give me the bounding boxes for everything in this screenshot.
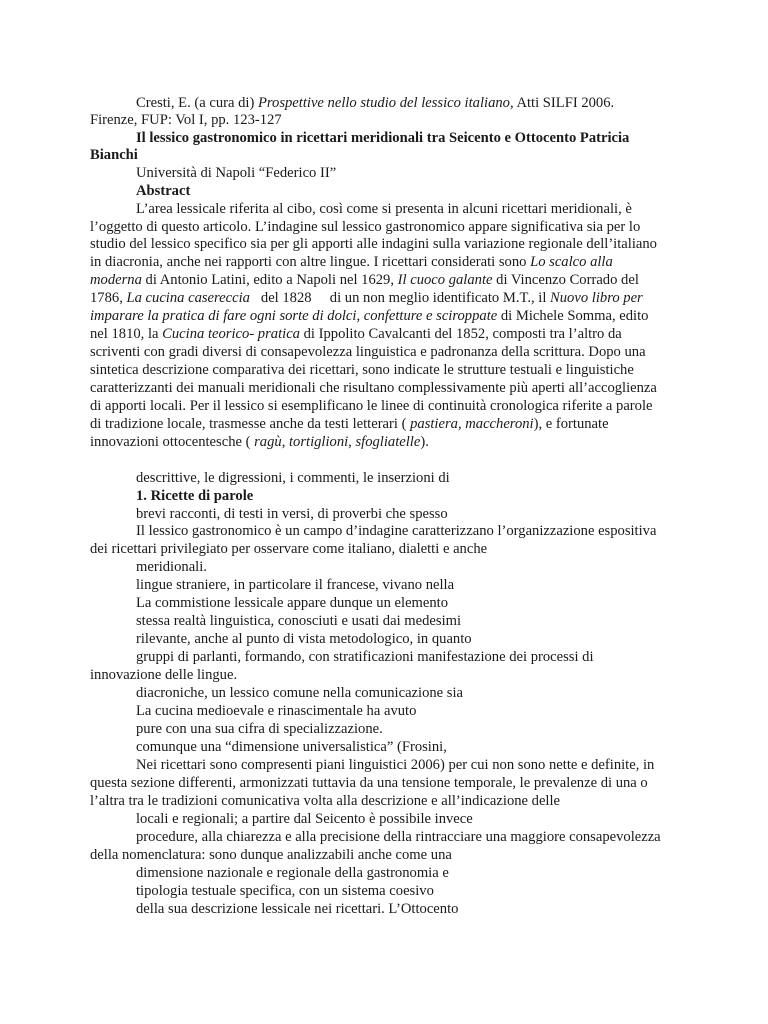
body-line: dei ricettari privilegiato per osservare come italiano, dialetti e anche	[90, 541, 488, 557]
abstract-line: sintetica descrizione comparativa dei ricettari, sono indicate le strutture testuali e linguistiche	[90, 362, 634, 378]
citation-book-title: Prospettive nello studio del lessico italiano	[257, 95, 510, 111]
body-line: della sua descrizione lessicale nei ricettari. L’Ottocento	[136, 901, 459, 917]
abstract-line: L’area lessicale riferita al cibo, così come si presenta in alcuni ricettari meridionali, è	[136, 201, 632, 217]
body-line: dimensione nazionale e regionale della gastronomia e	[136, 865, 449, 881]
section-heading: 1. Ricette di parole	[136, 488, 254, 504]
body-line: rilevante, anche al punto di vista metodologico, in quanto	[136, 631, 472, 647]
body-line: tipologia testuale specifica, con un sistema coesivo	[136, 883, 434, 899]
abstract-line: nel 1810, la Cucina teorico- pratica di Ippolito Cavalcanti del 1852, composti tra l’altro da	[90, 326, 622, 342]
abstract-line: scriventi con gradi diversi di consapevolezza linguistica e padronanza della scrittura. Dopo una	[90, 344, 646, 360]
body-line: l’altra tra le tradizioni comunicativa volta alla descrizione e all’indicazione delle	[90, 793, 561, 809]
abstract-line: moderna di Antonio Latini, edito a Napoli nel 1629, Il cuoco galante di Vincenzo Corrado del	[90, 272, 639, 288]
body-line: brevi racconti, di testi in versi, di proverbi che spesso	[136, 506, 448, 522]
body-line: gruppi di parlanti, formando, con stratificazioni manifestazione dei processi di	[136, 649, 594, 665]
body-line: La commistione lessicale appare dunque un elemento	[136, 595, 449, 611]
body-line: diacroniche, un lessico comune nella comunicazione sia	[136, 685, 464, 701]
body-line: Nei ricettari sono compresenti piani linguistici 2006) per cui non sono nette e definite, in	[136, 757, 655, 773]
body-line: Il lessico gastronomico è un campo d’indagine caratterizzano l’organizzazione espositiva	[136, 523, 657, 539]
abstract-line: caratterizzanti dei manuali meridionali che risultano complessivamente più aperti all’accoglienza	[90, 380, 657, 396]
abstract-line: innovazioni ottocentesche ( ragù, tortiglioni, sfogliatelle).	[90, 434, 429, 450]
abstract-line: imparare la pratica di fare ogni sorte di dolci, confetture e sciroppate di Michele Somma, edito	[90, 308, 649, 324]
body-line: locali e regionali; a partire dal Seicento è possibile invece	[136, 811, 473, 827]
body-line: procedure, alla chiarezza e alla precisione della rintracciare una maggiore consapevolezza	[136, 829, 661, 845]
abstract-line: in diacronia, anche nei rapporti con altre lingue. I ricettari considerati sono Lo scalco alla	[90, 254, 613, 270]
abstract-line: 1786, La cucina casereccia del 1828 di un non meglio identificato M.T., il Nuovo libro per	[90, 290, 643, 306]
body-line: stessa realtà linguistica, conosciuti e usati dai medesimi	[136, 613, 462, 629]
body-line: questa sezione differenti, armonizzati tuttavia da una tensione temporale, le prevalenze di una o	[90, 775, 648, 791]
citation-line	[136, 94, 614, 112]
body-line: descrittive, le digressioni, i commenti, le inserzioni di	[136, 470, 450, 486]
citation-line-2: Firenze, FUP: Vol I, pp. 123-127	[90, 112, 282, 128]
article-title: Il lessico gastronomico in ricettari meridionali tra Seicento e Ottocento Patricia	[136, 130, 630, 146]
abstract-line: di tradizione locale, trasmesse anche da testi letterari ( pastiera, maccheroni), e fortunate	[90, 416, 609, 432]
abstract-line: l’oggetto di questo articolo. L’indagine sul lessico gastronomico appare significativa sia per lo	[90, 219, 641, 235]
abstract-line: studio del lessico specifico sia per gli apporti alle indagini sulla variazione regionale dell’italiano	[90, 236, 657, 252]
citation-text: , Atti SILFI 2006.	[509, 95, 615, 111]
body-line: meridionali.	[136, 559, 207, 575]
body-line: della nomenclatura: sono dunque analizzabili anche come una	[90, 847, 452, 863]
body-line: innovazione delle lingue.	[90, 667, 238, 683]
body-line: lingue straniere, in particolare il francese, vivano nella	[136, 577, 455, 593]
body-line: pure con una sua cifra di specializzazione.	[136, 721, 383, 737]
citation-text: Cresti, E. (a cura di)	[136, 95, 258, 111]
author-affiliation: Università di Napoli “Federico II”	[136, 165, 337, 181]
abstract-heading: Abstract	[136, 183, 191, 199]
body-line: comunque una “dimensione universalistica” (Frosini,	[136, 739, 447, 755]
article-title-continued: Bianchi	[90, 147, 138, 163]
body-line: La cucina medioevale e rinascimentale ha avuto	[136, 703, 417, 719]
abstract-line: di apporti locali. Per il lessico si esemplificano le linee di continuità cronologica riferite a parole	[90, 398, 653, 414]
